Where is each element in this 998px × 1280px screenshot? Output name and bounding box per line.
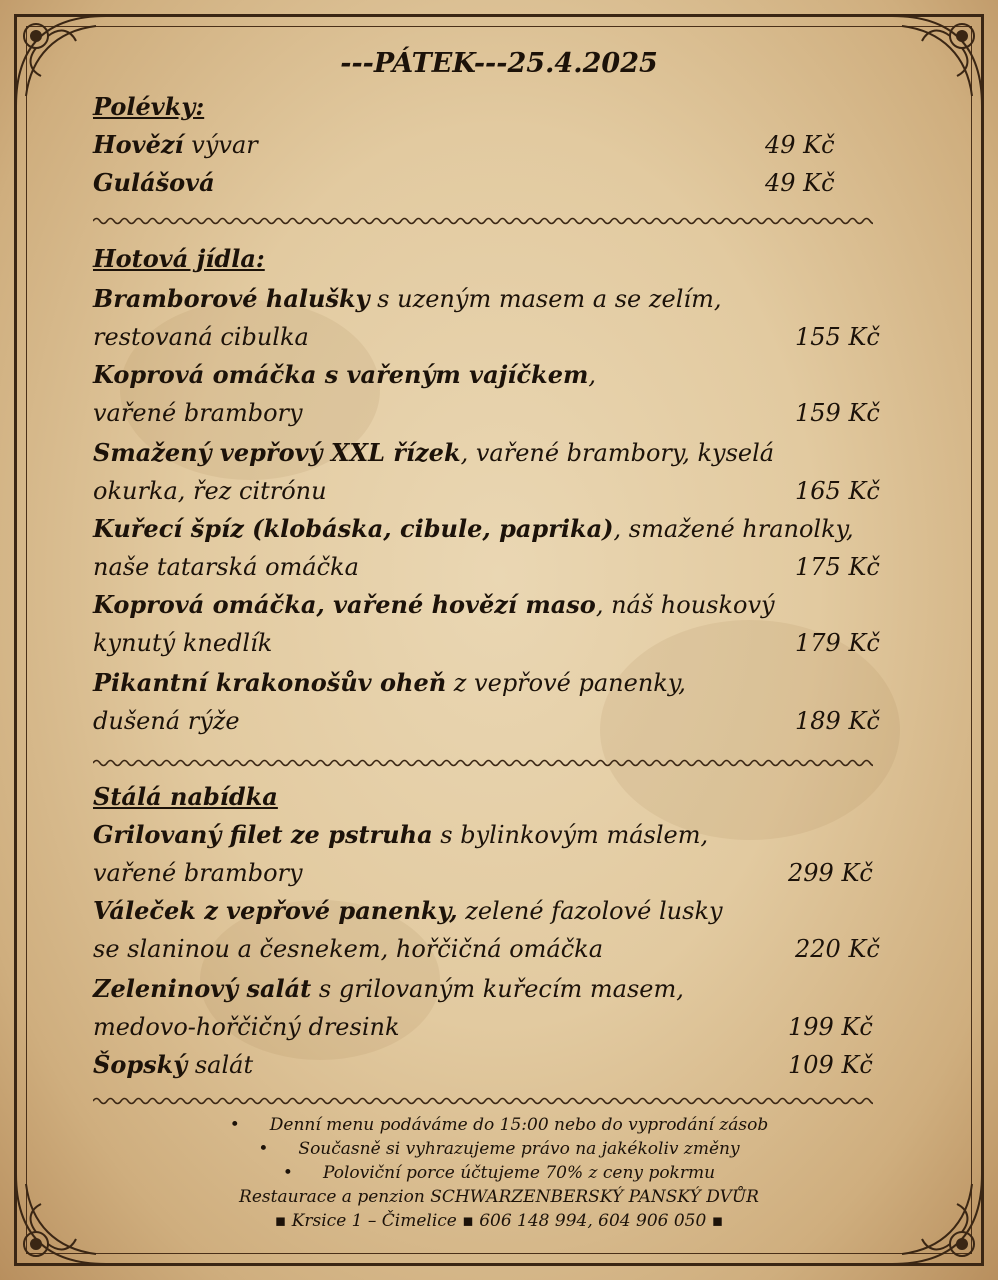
bullet-icon: • — [282, 1163, 293, 1183]
item-name: Koprová omáčka s vařeným vajíčkem — [93, 360, 589, 389]
footer-note: • Poloviční porce účtujeme 70% z ceny pokrmu — [282, 1163, 716, 1183]
item-price: 199 Kč — [788, 1013, 873, 1041]
item-description: s bylinkovým máslem, — [432, 821, 709, 849]
item-name: Bramborové halušky — [93, 284, 370, 313]
menu-item — [93, 668, 686, 698]
item-price: 49 Kč — [765, 169, 835, 197]
contact-info: ▪ Krsice 1 – Čimelice ▪ 606 148 994, 604 906 050 ▪ — [274, 1211, 724, 1231]
item-description: , smažené hranolky, — [613, 515, 854, 543]
menu-title: ---PÁTEK---25.4.2025 — [340, 48, 658, 79]
item-price: 179 Kč — [795, 629, 880, 657]
item-description-line2: restovaná cibulka — [93, 323, 309, 351]
item-name: Smažený vepřový XXL řízek — [93, 438, 461, 467]
menu-item — [93, 590, 775, 620]
item-price: 159 Kč — [795, 399, 880, 427]
wavy-divider — [93, 214, 873, 228]
item-price: 165 Kč — [795, 477, 880, 505]
item-description: z vepřové panenky, — [446, 669, 686, 697]
menu-item — [93, 514, 854, 544]
item-description: s grilovaným kuřecím masem, — [311, 975, 684, 1003]
item-name: Šopský — [93, 1050, 188, 1079]
item-description-line2: se slaninou a česnekem, hořčičná omáčka — [93, 935, 604, 963]
item-price: 189 Kč — [795, 707, 880, 735]
item-price: 49 Kč — [765, 131, 835, 159]
item-description: salát — [187, 1051, 254, 1079]
menu-item — [93, 974, 684, 1004]
bullet-icon: • — [229, 1115, 240, 1135]
item-name: Koprová omáčka, vařené hovězí maso — [93, 590, 596, 619]
item-description-line2: okurka, řez citrónu — [93, 477, 327, 505]
item-description: , náš houskový — [595, 591, 775, 619]
item-description-line2: medovo-hořčičný dresink — [93, 1013, 400, 1041]
bullet-icon: • — [258, 1139, 269, 1159]
item-name: Gulášová — [93, 168, 215, 197]
item-description-line2: naše tatarská omáčka — [93, 553, 359, 581]
item-description-line2: vařené brambory — [93, 399, 303, 427]
footer-note: • Denní menu podáváme do 15:00 nebo do vyprodání zásob — [229, 1115, 769, 1135]
item-price: 220 Kč — [795, 935, 880, 963]
item-description: , — [588, 361, 596, 389]
wavy-divider — [93, 1094, 873, 1108]
item-description-line2: vařené brambory — [93, 859, 303, 887]
menu-item — [93, 896, 723, 926]
item-description-line2: dušená rýže — [93, 707, 240, 735]
item-name: Zeleninový salát — [93, 974, 312, 1003]
item-description-line2: kynutý knedlík — [93, 629, 273, 657]
item-name: Váleček z vepřové panenky, — [93, 896, 458, 925]
footer-note: • Současně si vyhrazujeme právo na jakékoliv změny — [258, 1139, 740, 1159]
menu-item — [93, 284, 721, 314]
item-price: 155 Kč — [795, 323, 880, 351]
item-name: Grilovaný filet ze pstruha — [93, 820, 433, 849]
menu-item — [93, 1050, 253, 1080]
item-description: , vařené brambory, kyselá — [460, 439, 775, 467]
restaurant-name: Restaurace a penzion SCHWARZENBERSKÝ PANSKÝ DVŮR — [239, 1187, 759, 1207]
item-description: zelené fazolové lusky — [457, 897, 723, 925]
menu-item — [93, 168, 215, 198]
wavy-divider — [93, 756, 873, 770]
section-heading-standing: Stálá nabídka — [93, 782, 278, 811]
item-price: 175 Kč — [795, 553, 880, 581]
item-description: s uzeným masem a se zelím, — [369, 285, 722, 313]
section-heading-soups: Polévky: — [93, 92, 205, 121]
item-name: Kuřecí špíz (klobáska, cibule, paprika) — [93, 514, 614, 543]
item-price: 299 Kč — [788, 859, 873, 887]
menu-item — [93, 438, 774, 468]
menu-item — [93, 130, 258, 160]
item-name: Hovězí — [93, 130, 184, 159]
menu-item — [93, 360, 596, 390]
item-description: vývar — [183, 131, 258, 159]
item-price: 109 Kč — [788, 1051, 873, 1079]
item-name: Pikantní krakonošův oheň — [93, 668, 447, 697]
menu-item — [93, 820, 708, 850]
section-heading-meals: Hotová jídla: — [93, 244, 265, 273]
